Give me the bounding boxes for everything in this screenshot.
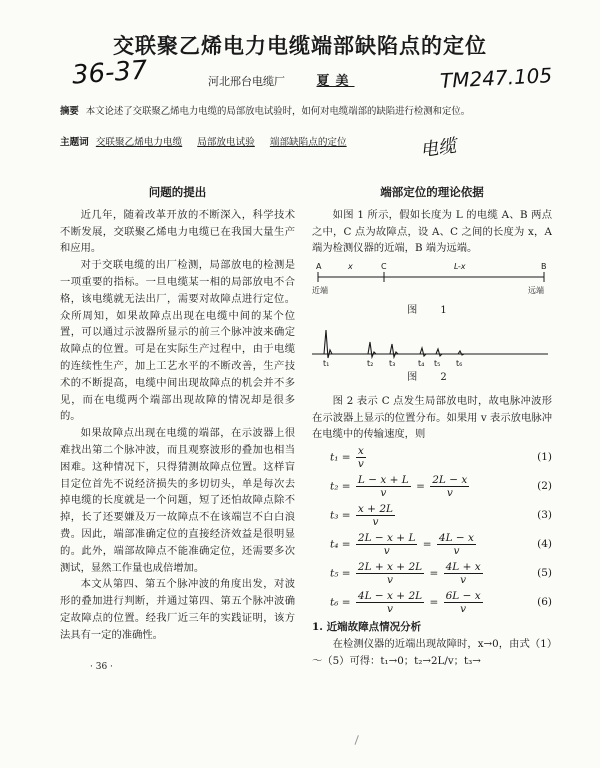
equation-lhs: t₂ = bbox=[330, 480, 351, 493]
equation bbox=[312, 472, 552, 501]
equation-numerator: 6L − x bbox=[445, 590, 481, 603]
keywords-label: 主题词 bbox=[60, 137, 89, 148]
equation-number: (3) bbox=[537, 509, 552, 522]
author-line bbox=[208, 70, 355, 89]
handwritten-note-left: 36-37 bbox=[71, 55, 149, 91]
scan-mark bbox=[355, 735, 365, 747]
equation bbox=[312, 501, 552, 530]
equation-denominator: v bbox=[446, 487, 453, 500]
equation-denominator: v bbox=[383, 545, 390, 558]
label-far-end: 远端 bbox=[528, 286, 544, 296]
subsection-heading: 1. 近端故障点情况分析 bbox=[312, 621, 422, 634]
equation-number: (4) bbox=[537, 538, 552, 551]
keyword: 交联聚乙烯电力电缆 bbox=[95, 137, 183, 148]
equation-list bbox=[312, 443, 552, 617]
paragraph: 近几年，随着改革开放的不断深入，科学技术不断发展，交联聚乙烯电力电缆已在我国大量生产和应用。 bbox=[60, 208, 295, 255]
equation-lhs: t₅ = bbox=[330, 567, 351, 580]
handwritten-note-tail: 电缆 bbox=[418, 135, 458, 162]
paper-title: 交联聚乙烯电力电缆端部缺陷点的定位 bbox=[113, 33, 487, 58]
pulse-waveform bbox=[316, 330, 548, 358]
abstract-label: 摘要 bbox=[60, 106, 79, 117]
keyword: 局部放电试验 bbox=[197, 137, 255, 148]
equation-number: (2) bbox=[537, 480, 552, 493]
tick-t1: t₁ bbox=[323, 358, 330, 368]
equation-lhs: t₆ = bbox=[330, 596, 351, 609]
figure-2-pulse-waveform bbox=[312, 320, 552, 370]
equation bbox=[312, 530, 552, 559]
label-b: B bbox=[541, 262, 547, 272]
right-column bbox=[312, 184, 552, 670]
equation-equals: = bbox=[429, 596, 439, 609]
equation-denominator: v bbox=[372, 516, 379, 529]
abstract bbox=[60, 104, 550, 119]
equation-number: (6) bbox=[537, 596, 552, 609]
equation-denominator: v bbox=[357, 458, 364, 471]
equation bbox=[312, 443, 552, 472]
equation-numerator: 2L + x + 2L bbox=[357, 561, 423, 574]
equation-denominator: v bbox=[460, 603, 467, 616]
keyword: 端部缺陷点的定位 bbox=[269, 137, 347, 148]
paragraph: 如图 1 所示，假如长度为 L 的电缆 A、B 两点之中，C 点为故障点，设 A、C 之间的长度为 x，A 端为检测仪器的近端，B 端为远端。 bbox=[312, 208, 552, 255]
paragraph: 如果故障点出现在电缆的端部，在示波器上很难找出第二个脉冲波，而且观察波形的叠加也相当困难。这种情况下，只得猜测故障点位置。这样盲目定位首先不说经济损失的多切切头，单是每次去掉电缆的长度就是一个问题，短了还怕故障点除不掉，长了还要嫌及万一故障点不在该端岂不白白浪费。因此，端部准确定位的直接经济效益是很明显的。此外，端部故障点不能准确定位，还需要多次测试，显然工作量也成倍增加。 bbox=[60, 427, 295, 574]
paragraph: 图 2 表示 C 点发生局部放电时，故电脉冲波形在示波器上显示的位置分布。如果用 v 表示放电脉冲在电缆中的传输速度，则 bbox=[312, 394, 552, 441]
equation bbox=[312, 559, 552, 588]
tick-t3: t₃ bbox=[389, 358, 396, 368]
equation-number: (5) bbox=[537, 567, 552, 580]
equation-numerator: 4L − x + 2L bbox=[357, 590, 423, 603]
paragraph: 本文从第四、第五个脉冲波的角度出发，对波形的叠加进行判断，并通过第四、第五个脉冲波确定故障点的位置。经我厂近三年的实践证明，该方法具有一定的准确性。 bbox=[60, 578, 295, 641]
equation-equals: = bbox=[422, 538, 432, 551]
keywords bbox=[60, 136, 550, 150]
figure-1-cable-diagram bbox=[312, 257, 552, 303]
equation-denominator: v bbox=[387, 574, 393, 587]
label-l-minus-x: L-x bbox=[454, 262, 466, 272]
section-heading: 问题的提出 bbox=[148, 185, 207, 199]
equation-lhs: t₄ = bbox=[330, 538, 351, 551]
equation-numerator: 2L − x + L bbox=[357, 532, 416, 545]
author-name: 夏美 bbox=[316, 74, 355, 89]
tick-t6: t₆ bbox=[456, 358, 463, 368]
left-column bbox=[60, 184, 295, 644]
abstract-text: 本文论述了交联聚乙烯电力电缆的局部放电试验时，如何对电缆端部的缺陷进行检测和定位。 bbox=[85, 106, 471, 117]
tick-t2: t₂ bbox=[367, 358, 374, 368]
tick-t5: t₅ bbox=[434, 358, 441, 368]
equation-numerator: 4L − x bbox=[438, 532, 474, 545]
equation-lhs: t₃ = bbox=[330, 509, 351, 522]
figure-2-caption: 图 2 bbox=[407, 371, 457, 383]
equation bbox=[312, 588, 552, 617]
equation-lhs: t₁ = bbox=[330, 451, 351, 464]
paragraph: 在检测仪器的近端出现故障时，x→0，由式（1）～（5）可得：t₁→0；t₂→2L/v；t₃→ bbox=[312, 637, 552, 667]
equation-number: (1) bbox=[537, 451, 552, 464]
label-x: x bbox=[348, 262, 353, 272]
page-number: · 36 · bbox=[90, 662, 113, 672]
handwritten-classification: TM247.105 bbox=[439, 63, 553, 93]
equation-numerator: x bbox=[357, 445, 364, 458]
paragraph: 对于交联电缆的出厂检测，局部放电的检测是一项重要的指标。一旦电缆某一相的局部放电不合格，该电缆就无法出厂，需要对故障点进行定位。众所周知，如果故障点出现在电缆中间的某个位置，可以通过示波器所显示的前三个脉冲波来确定故障点的位置。可是在实际生产过程中，由于电缆的连续性生产，加上工艺水平的不断改善，生产技术的不断提高，电缆中间出现故障点的机会并不多见，而在电缆两个端部出现故障的情况却是很多的。 bbox=[60, 259, 295, 423]
equation-equals: = bbox=[429, 567, 439, 580]
equation-numerator: x + 2L bbox=[357, 503, 393, 516]
author-affiliation: 河北邢台电缆厂 bbox=[208, 75, 285, 88]
label-near-end: 近端 bbox=[312, 286, 328, 296]
equation-numerator: 4L + x bbox=[445, 561, 481, 574]
equation-equals: = bbox=[416, 480, 425, 493]
equation-denominator: v bbox=[453, 545, 460, 558]
equation-numerator: 2L − x bbox=[432, 474, 468, 487]
figure-1-caption: 图 1 bbox=[407, 305, 457, 317]
equation-denominator: v bbox=[380, 487, 387, 500]
equation-denominator: v bbox=[387, 603, 393, 616]
section-heading: 端部定位的理论依据 bbox=[380, 185, 484, 199]
equation-numerator: L − x + L bbox=[357, 474, 409, 487]
equation-denominator: v bbox=[460, 574, 467, 587]
label-c: C bbox=[381, 262, 387, 272]
tick-t4: t₄ bbox=[418, 358, 425, 368]
label-a: A bbox=[316, 262, 322, 272]
